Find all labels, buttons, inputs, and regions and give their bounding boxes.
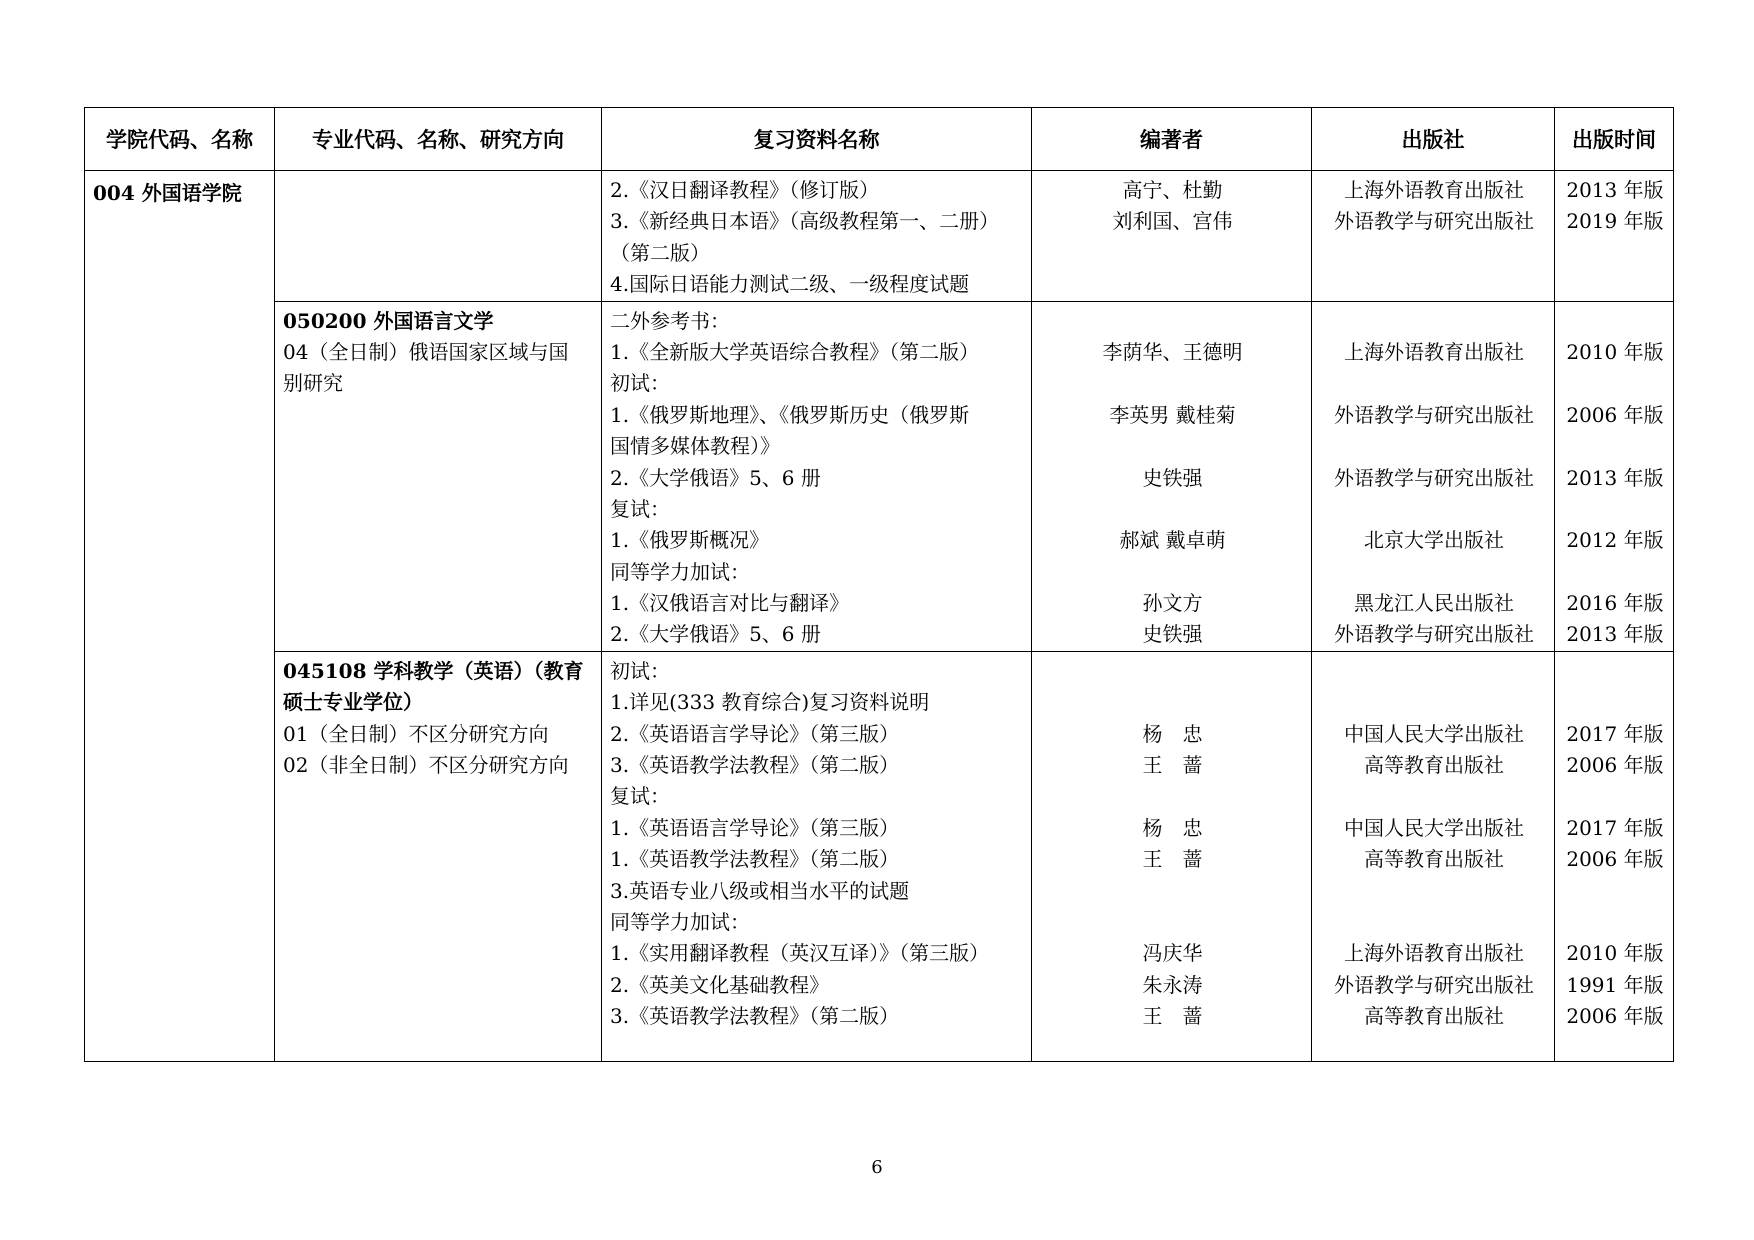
major-title: 045108 学科教学（英语）（教育: [283, 658, 584, 683]
material-line: 4.国际日语能力测试二级、一级程度试题: [610, 272, 970, 297]
section-row: [85, 301, 1674, 651]
year-line: [1563, 269, 1667, 300]
publisher-line: 黑龙江人民出版社: [1354, 591, 1514, 616]
year-line: 2010 年版: [1566, 941, 1664, 966]
material-line: 1.《英语语言学导论》（第三版）: [610, 815, 900, 840]
publisher-line: [1320, 238, 1548, 269]
publisher-line: [1320, 876, 1548, 907]
header-publisher: 出版社: [1312, 108, 1555, 171]
author-cell: [1032, 171, 1312, 302]
author-line: 杨 忠: [1142, 815, 1203, 840]
year-cell: [1555, 171, 1674, 302]
author-line: [1040, 269, 1305, 300]
author-line: [1040, 306, 1305, 337]
author-line: [1040, 876, 1305, 907]
author-line: [1040, 656, 1305, 687]
year-line: 2013 年版: [1566, 465, 1664, 490]
year-line: [1563, 494, 1667, 525]
author-line: 刘利国、宫伟: [1112, 209, 1233, 234]
college-name: 004 外国语学院: [93, 181, 242, 205]
page-number: 6: [871, 1157, 883, 1178]
year-line: 1991 年版: [1566, 972, 1664, 997]
header-author: 编著者: [1032, 108, 1312, 171]
author-line: 史铁强: [1142, 622, 1203, 647]
author-line: [1040, 238, 1305, 269]
year-line: 2013 年版: [1566, 622, 1664, 647]
year-line: [1563, 238, 1667, 269]
publisher-line: 高等教育出版社: [1364, 1004, 1504, 1029]
section-row: [85, 651, 1674, 1061]
author-line: [1040, 557, 1305, 588]
publisher-line: [1320, 368, 1548, 399]
author-line: [1040, 907, 1305, 938]
publisher-line: 外语教学与研究出版社: [1334, 465, 1534, 490]
year-line: 2006 年版: [1566, 402, 1664, 427]
author-line: 杨 忠: [1142, 721, 1203, 746]
material-line: 1.《汉俄语言对比与翻译》: [610, 591, 850, 616]
publisher-line: 外语教学与研究出版社: [1334, 402, 1534, 427]
major-title: 050200 外国语言文学: [283, 308, 494, 333]
material-line: 1.《实用翻译教程（英汉互译）》（第三版）: [610, 941, 990, 966]
author-line: 李英男 戴桂菊: [1109, 402, 1236, 427]
material-cell: [602, 171, 1032, 302]
publisher-cell: [1312, 301, 1555, 651]
material-cell: [602, 651, 1032, 1061]
major-direction: 02（非全日制）不区分研究方向: [283, 753, 569, 778]
author-line: 冯庆华: [1142, 941, 1203, 966]
publisher-line: [1320, 306, 1548, 337]
material-line: 1.《全新版大学英语综合教程》（第二版）: [610, 339, 980, 364]
year-line: [1563, 687, 1667, 718]
publisher-line: 高等教育出版社: [1364, 847, 1504, 872]
header-year: 出版时间: [1555, 108, 1674, 171]
material-line: 复试：: [610, 784, 670, 809]
author-line: [1040, 687, 1305, 718]
publisher-line: [1320, 656, 1548, 687]
author-line: 史铁强: [1142, 465, 1203, 490]
header-material: 复习资料名称: [602, 108, 1032, 171]
publisher-line: 上海外语教育出版社: [1344, 339, 1524, 364]
publisher-line: 北京大学出版社: [1364, 528, 1504, 553]
publisher-line: 中国人民大学出版社: [1344, 721, 1524, 746]
material-line: 3.《英语教学法教程》（第二版）: [610, 1004, 900, 1029]
year-line: [1563, 431, 1667, 462]
publisher-line: 上海外语教育出版社: [1344, 941, 1524, 966]
year-line: 2012 年版: [1566, 528, 1664, 553]
year-line: [1563, 656, 1667, 687]
year-line: 2017 年版: [1566, 721, 1664, 746]
author-line: 王 蔷: [1142, 753, 1203, 778]
publisher-line: 外语教学与研究出版社: [1334, 209, 1534, 234]
year-line: 2017 年版: [1566, 815, 1664, 840]
section-row: [85, 171, 1674, 302]
year-line: 2019 年版: [1566, 209, 1664, 234]
material-line: 3.《新经典日本语》（高级教程第一、二册）: [610, 209, 1000, 234]
major-direction: 04（全日制）俄语国家区域与国: [283, 339, 569, 364]
material-line: 2.《汉日翻译教程》（修订版）: [610, 178, 880, 202]
author-cell: [1032, 651, 1312, 1061]
author-line: 孙文方: [1142, 591, 1203, 616]
year-line: [1563, 306, 1667, 337]
year-line: [1563, 368, 1667, 399]
author-line: 朱永涛: [1142, 972, 1203, 997]
publisher-line: 中国人民大学出版社: [1344, 815, 1524, 840]
header-row: [85, 108, 1674, 171]
major-direction: 别研究: [283, 371, 343, 396]
material-line: 1.《俄罗斯地理》、《俄罗斯历史（俄罗斯: [610, 402, 970, 427]
author-line: 王 蔷: [1142, 1004, 1203, 1029]
college-cell: [85, 171, 275, 1062]
author-line: 王 蔷: [1142, 847, 1203, 872]
material-line: 国情多媒体教程）》: [610, 434, 780, 459]
material-cell: [602, 301, 1032, 651]
material-line: 初试：: [610, 371, 670, 396]
material-line: 同等学力加试：: [610, 909, 750, 934]
publisher-line: 外语教学与研究出版社: [1334, 972, 1534, 997]
major-cell: [275, 171, 602, 302]
material-line: 3.《英语教学法教程》（第二版）: [610, 753, 900, 778]
year-cell: [1555, 301, 1674, 651]
publisher-cell: [1312, 651, 1555, 1061]
major-title: 硕士专业学位）: [283, 690, 423, 715]
publisher-line: [1320, 907, 1548, 938]
author-line: [1040, 781, 1305, 812]
major-direction: 01（全日制）不区分研究方向: [283, 721, 549, 746]
material-line: 二外参考书：: [610, 308, 730, 333]
publisher-cell: [1312, 171, 1555, 302]
material-line: 2.《英语语言学导论》（第三版）: [610, 721, 900, 746]
year-line: 2013 年版: [1566, 178, 1664, 202]
material-line: 2.《英美文化基础教程》: [610, 972, 830, 997]
header-college: 学院代码、名称: [85, 108, 275, 171]
publisher-line: 高等教育出版社: [1364, 753, 1504, 778]
publisher-line: 外语教学与研究出版社: [1334, 622, 1534, 647]
year-line: 2006 年版: [1566, 753, 1664, 778]
publisher-line: 上海外语教育出版社: [1344, 178, 1524, 202]
author-line: [1040, 431, 1305, 462]
year-line: 2010 年版: [1566, 339, 1664, 364]
material-line: 同等学力加试：: [610, 559, 750, 584]
review-materials-table: [84, 107, 1674, 1062]
publisher-line: [1320, 269, 1548, 300]
author-line: [1040, 494, 1305, 525]
material-line: （第二版）: [610, 240, 710, 265]
author-line: 郝斌 戴卓萌: [1119, 528, 1226, 553]
year-line: 2006 年版: [1566, 847, 1664, 872]
major-cell: [275, 301, 602, 651]
publisher-line: [1320, 494, 1548, 525]
publisher-line: [1320, 781, 1548, 812]
author-line: 高宁、杜勤: [1122, 178, 1223, 202]
material-line: 1.详见(333 教育综合)复习资料说明: [610, 690, 930, 715]
author-line: 李荫华、王德明: [1102, 339, 1243, 364]
publisher-line: [1320, 687, 1548, 718]
material-line: 3.英语专业八级或相当水平的试题: [610, 878, 910, 903]
material-line: 1.《英语教学法教程》（第二版）: [610, 847, 900, 872]
major-cell: [275, 651, 602, 1061]
year-line: 2016 年版: [1566, 591, 1664, 616]
material-line: 2.《大学俄语》5、6 册: [610, 465, 821, 490]
year-line: [1563, 781, 1667, 812]
material-line: 复试：: [610, 496, 670, 521]
year-line: 2006 年版: [1566, 1004, 1664, 1029]
year-line: [1563, 907, 1667, 938]
publisher-line: [1320, 431, 1548, 462]
year-line: [1563, 557, 1667, 588]
material-line: 1.《俄罗斯概况》: [610, 528, 770, 553]
publisher-line: [1320, 557, 1548, 588]
year-cell: [1555, 651, 1674, 1061]
author-cell: [1032, 301, 1312, 651]
material-line: 2.《大学俄语》5、6 册: [610, 622, 821, 647]
material-line: 初试：: [610, 658, 670, 683]
author-line: [1040, 368, 1305, 399]
header-major: 专业代码、名称、研究方向: [275, 108, 602, 171]
year-line: [1563, 876, 1667, 907]
